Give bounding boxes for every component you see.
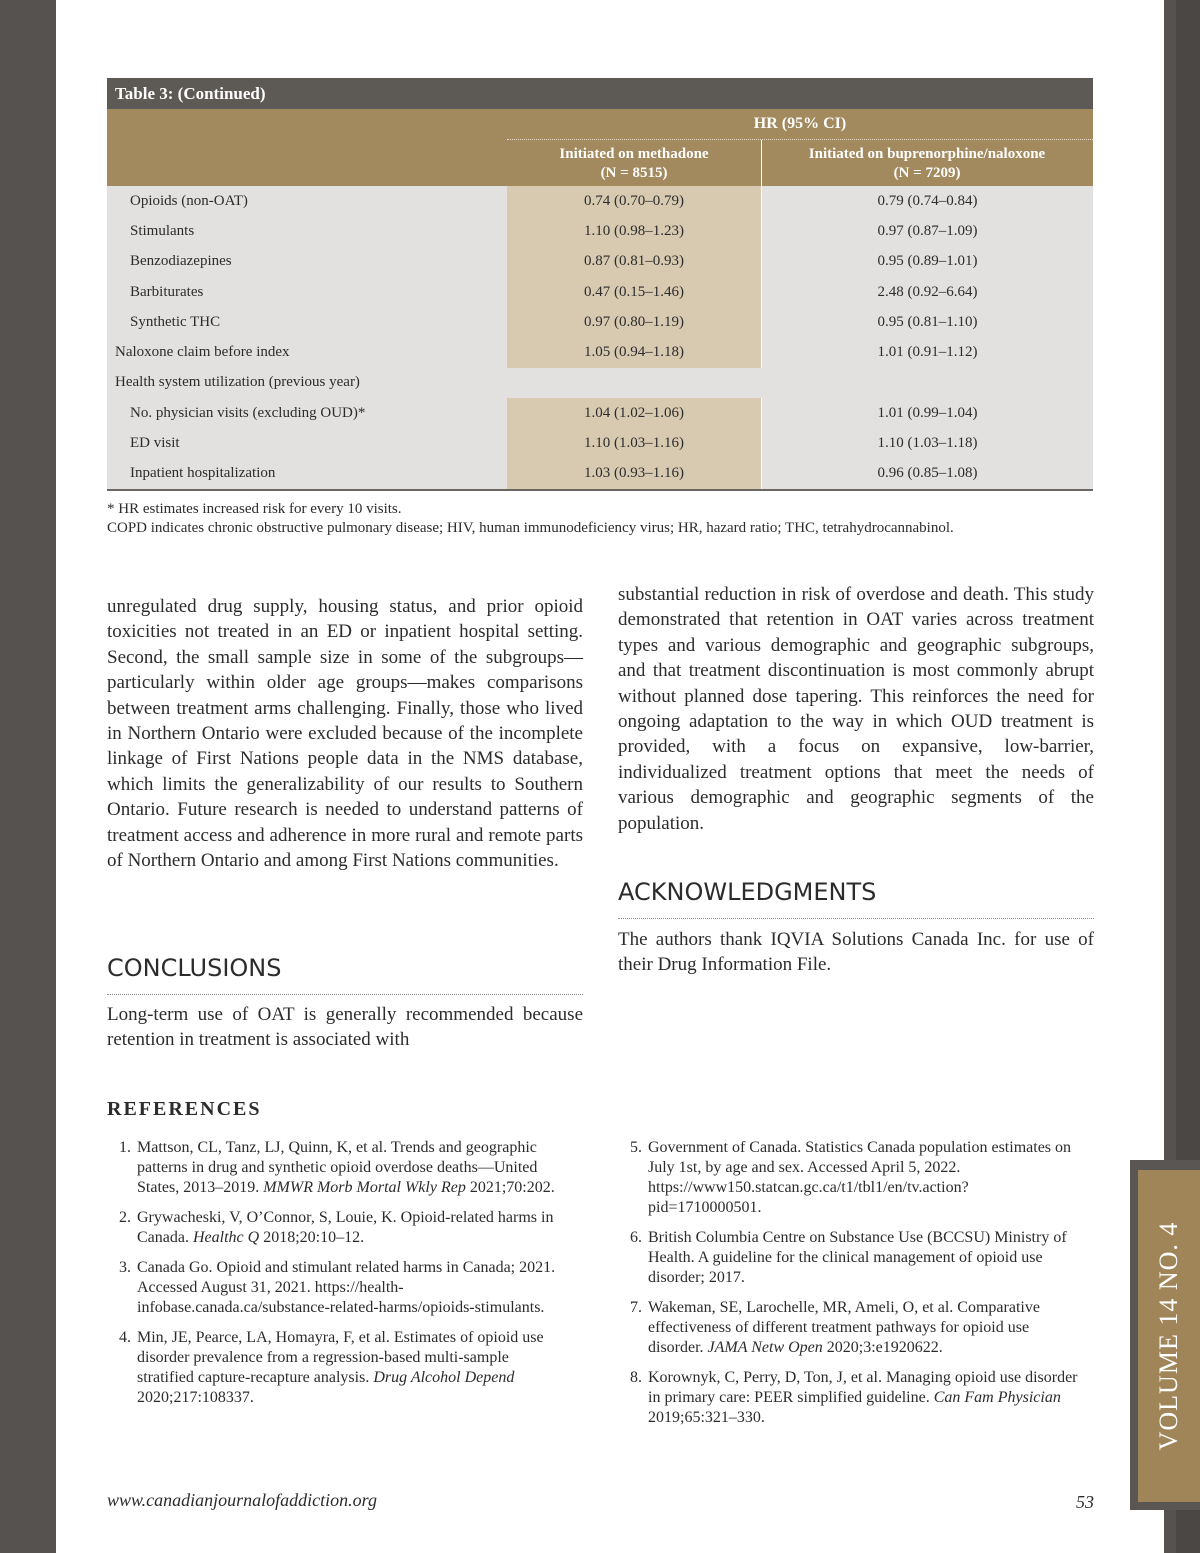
reference-number: 6.: [630, 1229, 642, 1246]
methadone-hr: 1.10 (0.98–1.23): [507, 216, 761, 246]
table-3: [107, 78, 1093, 491]
conclusions-heading: CONCLUSIONS: [107, 954, 583, 995]
table-body: [107, 186, 1093, 491]
reference-item: [618, 1368, 1078, 1428]
acknowledgments-paragraph: The authors thank IQVIA Solutions Canada Inc. for use of their Drug Information File.: [618, 929, 1094, 976]
methadone-hr: 0.74 (0.70–0.79): [507, 186, 761, 216]
references-left-column: [107, 1138, 567, 1418]
references-right-column: [618, 1138, 1078, 1438]
methadone-hr: 1.05 (0.94–1.18): [507, 337, 761, 367]
buprenorphine-hr: 0.95 (0.81–1.10): [761, 307, 1093, 337]
buprenorphine-hr: 2.48 (0.92–6.64): [761, 277, 1093, 307]
table-row: [107, 459, 1093, 489]
reference-item: [107, 1328, 567, 1408]
reference-text: Government of Canada. Statistics Canada population estimates on July 1st, by age and sex. Accessed April 5, 2022. https://www150.statcan.gc.ca/t1/tbl1/en/tv.action?pid=1710000501.: [648, 1139, 1072, 1216]
table-row: [107, 216, 1093, 246]
reference-item: [618, 1298, 1078, 1358]
table-header: [107, 109, 1093, 186]
buprenorphine-hr: 0.95 (0.89–1.01): [761, 247, 1093, 277]
row-label: Inpatient hospitalization: [130, 465, 276, 482]
reference-item: [618, 1138, 1078, 1218]
reference-number: 5.: [630, 1139, 642, 1156]
hr-header: HR (95% CI): [753, 115, 847, 132]
table-row: [107, 398, 1093, 428]
methadone-header-label: Initiated on methadone: [559, 146, 709, 162]
table-row: [107, 186, 1093, 216]
table-abbreviations: COPD indicates chronic obstructive pulmonary disease; HIV, human immunodeficiency virus; HR, hazard ratio; THC, tetrahydrocannabinol.: [107, 520, 954, 536]
methadone-hr: 1.03 (0.93–1.16): [507, 459, 761, 489]
table-row-group: [107, 368, 1093, 398]
row-group-label: Health system utilization (previous year): [115, 374, 360, 391]
row-label: Barbiturates: [130, 283, 204, 300]
buprenorphine-header-n: (N = 7209): [893, 165, 961, 181]
journal-url[interactable]: www.canadianjournalofaddiction.org: [107, 1490, 378, 1510]
row-label: Opioids (non-OAT): [130, 192, 248, 209]
conclusions-paragraph: Long-term use of OAT is generally recommended because retention in treatment is associated with: [107, 1004, 583, 1051]
methadone-hr: 0.47 (0.15–1.46): [507, 277, 761, 307]
page-number: 53: [1076, 1492, 1094, 1512]
reference-number: 2.: [119, 1209, 131, 1226]
reference-item: [107, 1258, 567, 1318]
acknowledgments-heading: ACKNOWLEDGMENTS: [618, 878, 1094, 919]
buprenorphine-hr: 1.10 (1.03–1.18): [761, 428, 1093, 458]
table-row: [107, 277, 1093, 307]
reference-text: Korownyk, C, Perry, D, Ton, J, et al. Managing opioid use disorder in primary care: PEER simplified guideline. Can Fam Physician 2019;65:321–330.: [648, 1369, 1078, 1426]
references-heading: REFERENCES: [107, 1098, 262, 1120]
reference-text: Grywacheski, V, O’Connor, S, Louie, K. Opioid-related harms in Canada. Healthc Q 2018;20:10–12.: [137, 1209, 554, 1246]
volume-label: VOLUME 14 NO. 4: [1154, 1221, 1183, 1451]
limitations-paragraph: unregulated drug supply, housing status, and prior opioid toxicities not treated in an ED or inpatient hospital setting. Second, the small sample size in some of the subgroups—particularly within older age groups—makes comparisons between treatment arms challenging. Finally, those who lived in Northern Ontario were excluded because of the incomplete linkage of First Nations people data in the NMS database, which limits the generalizability of our results to Southern Ontario. Future research is needed to understand patterns of treatment access and adherence in more rural and remote parts of Northern Ontario and among First Nations communities.: [107, 596, 583, 872]
methadone-hr-empty: [507, 368, 761, 398]
reference-number: 1.: [119, 1139, 131, 1156]
row-label: Stimulants: [130, 222, 195, 239]
table-row: [107, 428, 1093, 458]
row-label: Naloxone claim before index: [115, 344, 290, 361]
table-row: [107, 247, 1093, 277]
table-row: [107, 307, 1093, 337]
methadone-column-header: [507, 145, 761, 183]
methadone-hr: 1.10 (1.03–1.16): [507, 428, 761, 458]
reference-number: 7.: [630, 1299, 642, 1316]
reference-text: Mattson, CL, Tanz, LJ, Quinn, K, et al. Trends and geographic patterns in drug and synthetic opioid overdose deaths—United States, 2013–2019. MMWR Morb Mortal Wkly Rep 2021;70:202.: [137, 1139, 555, 1196]
methadone-header-n: (N = 8515): [600, 165, 668, 181]
buprenorphine-hr: 0.97 (0.87–1.09): [761, 216, 1093, 246]
reference-number: 4.: [119, 1329, 131, 1346]
table-notes: [107, 500, 1093, 538]
reference-number: 3.: [119, 1259, 131, 1276]
methadone-hr: 0.97 (0.80–1.19): [507, 307, 761, 337]
row-label: ED visit: [130, 435, 180, 452]
reference-item: [107, 1208, 567, 1248]
row-label: No. physician visits (excluding OUD)*: [130, 404, 366, 421]
buprenorphine-column-header: [761, 145, 1093, 183]
buprenorphine-hr: 0.96 (0.85–1.08): [761, 459, 1093, 489]
buprenorphine-hr: 0.79 (0.74–0.84): [761, 186, 1093, 216]
reference-item: [618, 1228, 1078, 1288]
buprenorphine-hr-empty: [761, 368, 1093, 398]
row-label: Synthetic THC: [130, 313, 221, 330]
methadone-hr: 1.04 (1.02–1.06): [507, 398, 761, 428]
table-footnote: * HR estimates increased risk for every 10 visits.: [107, 501, 402, 517]
reference-text: Min, JE, Pearce, LA, Homayra, F, et al. Estimates of opioid use disorder prevalence from a regression-based multi-sample stratified capture-recapture analysis. Drug Alcohol Depend 2020;217:108337.: [137, 1329, 544, 1406]
buprenorphine-hr: 1.01 (0.91–1.12): [761, 337, 1093, 367]
table-row: [107, 337, 1093, 367]
buprenorphine-header-label: Initiated on buprenorphine/naloxone: [808, 146, 1046, 162]
table-title: Table 3: (Continued): [107, 78, 1093, 109]
reference-text: British Columbia Centre on Substance Use (BCCSU) Ministry of Health. A guideline for the clinical management of opioid use disorder; 2017.: [648, 1229, 1067, 1286]
buprenorphine-hr: 1.01 (0.99–1.04): [761, 398, 1093, 428]
row-label: Benzodiazepines: [130, 253, 232, 270]
conclusions-continued-paragraph: substantial reduction in risk of overdose and death. This study demonstrated that retention in OAT varies across treatment types and various demographic and geographic subgroups, and that treatment discontinuation is most commonly abrupt without planned dose tapering. This reinforces the need for ongoing adaptation to the way in which OUD treatment is provided, with a focus on expansive, low-barrier, individualized treatment options that meet the needs of various demographic and geographic segments of the population.: [618, 584, 1094, 834]
methadone-hr: 0.87 (0.81–0.93): [507, 247, 761, 277]
reference-number: 8.: [630, 1369, 642, 1386]
reference-text: Wakeman, SE, Larochelle, MR, Ameli, O, et al. Comparative effectiveness of different treatment pathways for opioid use disorder. JAMA Netw Open 2020;3:e1920622.: [648, 1299, 1040, 1356]
reference-text: Canada Go. Opioid and stimulant related harms in Canada; 2021. Accessed August 31, 2021. https://health-infobase.canada.ca/substance-related-harms/opioids-stimulants.: [137, 1259, 556, 1316]
left-page-border: [0, 0, 56, 1553]
reference-item: [107, 1138, 567, 1198]
hr-header-divider: [507, 139, 1093, 140]
